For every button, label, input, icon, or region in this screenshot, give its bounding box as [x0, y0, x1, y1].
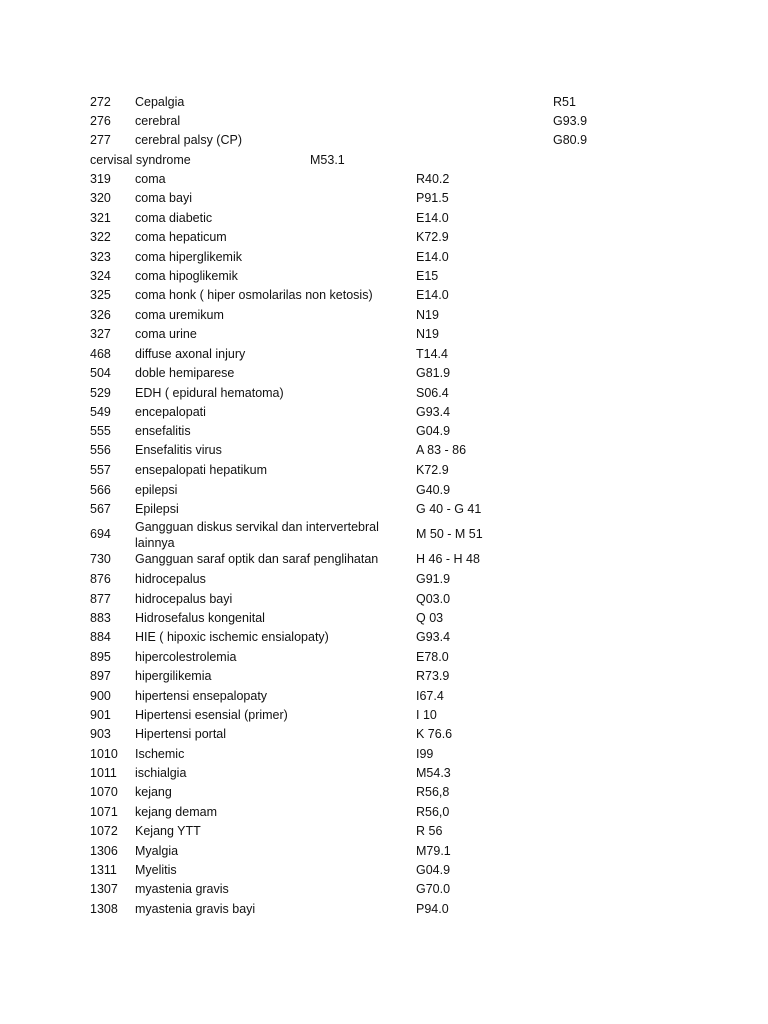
diagnosis-name: Gangguan diskus servikal dan intervertebral lainnya [135, 520, 379, 550]
row-number: 327 [90, 327, 111, 341]
row-number: 549 [90, 405, 111, 419]
diagnosis-name: hidrocepalus bayi [135, 592, 233, 606]
icd-code: R56,8 [416, 785, 450, 799]
row-number: 877 [90, 592, 111, 606]
row-number: 1070 [90, 785, 118, 799]
row-number: 883 [90, 611, 111, 625]
diagnosis-name: Hipertensi esensial (primer) [135, 708, 288, 722]
icd-code: E15 [416, 269, 439, 283]
icd-code: R 56 [416, 824, 443, 838]
icd-code: I67.4 [416, 689, 444, 703]
diagnosis-name: Gangguan saraf optik dan saraf penglihatan [135, 552, 379, 566]
row-number: 897 [90, 669, 111, 683]
diagnosis-name: Myelitis [135, 863, 177, 877]
diagnosis-name: Epilepsi [135, 502, 179, 516]
diagnosis-name: coma diabetic [135, 211, 213, 225]
diagnosis-name: Myalgia [135, 844, 179, 858]
icd-code: R40.2 [416, 172, 450, 186]
row-number: 900 [90, 689, 111, 703]
icd-code: Q03.0 [416, 592, 451, 606]
icd-code: Q 03 [416, 611, 444, 625]
icd-code: E14.0 [416, 211, 449, 225]
icd-code: E78.0 [416, 650, 449, 664]
row-number: 276 [90, 114, 111, 128]
diagnosis-name: Cepalgia [135, 95, 185, 109]
row-number: 557 [90, 463, 111, 477]
diagnosis-name: diffuse axonal injury [135, 347, 246, 361]
row-number: 322 [90, 230, 111, 244]
icd-code: G91.9 [416, 572, 451, 586]
icd-code: E14.0 [416, 250, 449, 264]
icd-code: K72.9 [416, 230, 449, 244]
diagnosis-name: coma hepaticum [135, 230, 227, 244]
icd-code: G80.9 [553, 133, 588, 147]
row-number: 895 [90, 650, 111, 664]
icd-code: S06.4 [416, 386, 449, 400]
diagnosis-name: Kejang YTT [135, 824, 201, 838]
diagnosis-name: coma bayi [135, 191, 192, 205]
icd-code: P91.5 [416, 191, 449, 205]
diagnosis-name: kejang [135, 785, 172, 799]
icd-code: T14.4 [416, 347, 448, 361]
diagnosis-name: myastenia gravis [135, 882, 229, 896]
icd-code: M79.1 [416, 844, 451, 858]
row-number: 876 [90, 572, 111, 586]
diagnosis-name: cervisal syndrome [90, 153, 191, 167]
icd-code: M53.1 [310, 153, 345, 167]
row-number: 325 [90, 288, 111, 302]
icd-code: G93.4 [416, 405, 451, 419]
icd-code: I 10 [416, 708, 437, 722]
row-number: 1306 [90, 844, 118, 858]
diagnosis-name: Ischemic [135, 747, 185, 761]
row-number: 694 [90, 527, 111, 541]
row-number: 566 [90, 483, 111, 497]
row-number: 1311 [90, 863, 117, 877]
row-number: 277 [90, 133, 111, 147]
row-number: 567 [90, 502, 111, 516]
row-number: 903 [90, 727, 111, 741]
row-number: 529 [90, 386, 111, 400]
row-number: 556 [90, 443, 111, 457]
icd-code: M54.3 [416, 766, 451, 780]
diagnosis-name: Hidrosefalus kongenital [135, 611, 265, 625]
icd-code: N19 [416, 327, 439, 341]
diagnosis-name: encepalopati [135, 405, 206, 419]
icd-code: G93.4 [416, 630, 451, 644]
row-number: 1011 [90, 766, 117, 780]
icd-code: M 50 - M 51 [416, 527, 483, 541]
icd-code: H 46 - H 48 [416, 552, 480, 566]
row-number: 1071 [90, 805, 118, 819]
icd-code: A 83 - 86 [416, 443, 467, 457]
row-number: 321 [90, 211, 111, 225]
row-number: 324 [90, 269, 111, 283]
diagnosis-name: coma hipoglikemik [135, 269, 238, 283]
diagnosis-name: hipertensi ensepalopaty [135, 689, 268, 703]
icd-code: G93.9 [553, 114, 588, 128]
diagnosis-name: myastenia gravis bayi [135, 902, 256, 916]
row-number: 1072 [90, 824, 118, 838]
row-number: 504 [90, 366, 111, 380]
icd-code: R73.9 [416, 669, 450, 683]
icd-code: E14.0 [416, 288, 449, 302]
diagnosis-name: doble hemiparese [135, 366, 235, 380]
row-number: 901 [90, 708, 111, 722]
diagnosis-name: coma [135, 172, 166, 186]
diagnosis-name: cerebral [135, 114, 181, 128]
row-number: 730 [90, 552, 111, 566]
icd-code: R56,0 [416, 805, 450, 819]
row-number: 272 [90, 95, 111, 109]
icd-code: G 40 - G 41 [416, 502, 482, 516]
icd-code: G04.9 [416, 424, 451, 438]
row-number: 1010 [90, 747, 118, 761]
diagnosis-name: hipercolestrolemia [135, 650, 237, 664]
diagnosis-name: ensefalitis [135, 424, 191, 438]
icd-code: N19 [416, 308, 439, 322]
row-number: 884 [90, 630, 111, 644]
diagnosis-name: ensepalopati hepatikum [135, 463, 268, 477]
row-number: 319 [90, 172, 111, 186]
icd-code: I99 [416, 747, 434, 761]
diagnosis-name: kejang demam [135, 805, 217, 819]
diagnosis-name: ischialgia [135, 766, 187, 780]
diagnosis-name: coma honk ( hiper osmolarilas non ketosis) [135, 288, 373, 302]
diagnosis-name: hipergilikemia [135, 669, 212, 683]
diagnosis-name: epilepsi [135, 483, 178, 497]
row-number: 1308 [90, 902, 118, 916]
diagnosis-name: EDH ( epidural hematoma) [135, 386, 284, 400]
diagnosis-name: Ensefalitis virus [135, 443, 222, 457]
row-number: 555 [90, 424, 111, 438]
row-number: 320 [90, 191, 111, 205]
icd-code: P94.0 [416, 902, 449, 916]
icd-code: G40.9 [416, 483, 451, 497]
row-number: 326 [90, 308, 111, 322]
diagnosis-name: HIE ( hipoxic ischemic ensialopaty) [135, 630, 329, 644]
row-number: 1307 [90, 882, 118, 896]
diagnosis-name: Hipertensi portal [135, 727, 227, 741]
icd-code: G81.9 [416, 366, 451, 380]
row-number: 468 [90, 347, 111, 361]
icd-code: R51 [553, 95, 576, 109]
icd-code: G70.0 [416, 882, 451, 896]
diagnosis-name: cerebral palsy (CP) [135, 133, 242, 147]
icd-code: K 76.6 [416, 727, 453, 741]
diagnosis-name: coma uremikum [135, 308, 224, 322]
icd-code: K72.9 [416, 463, 449, 477]
icd-code: G04.9 [416, 863, 451, 877]
diagnosis-name: hidrocepalus [135, 572, 206, 586]
diagnosis-name: coma urine [135, 327, 197, 341]
row-number: 323 [90, 250, 111, 264]
diagnosis-name: coma hiperglikemik [135, 250, 242, 264]
